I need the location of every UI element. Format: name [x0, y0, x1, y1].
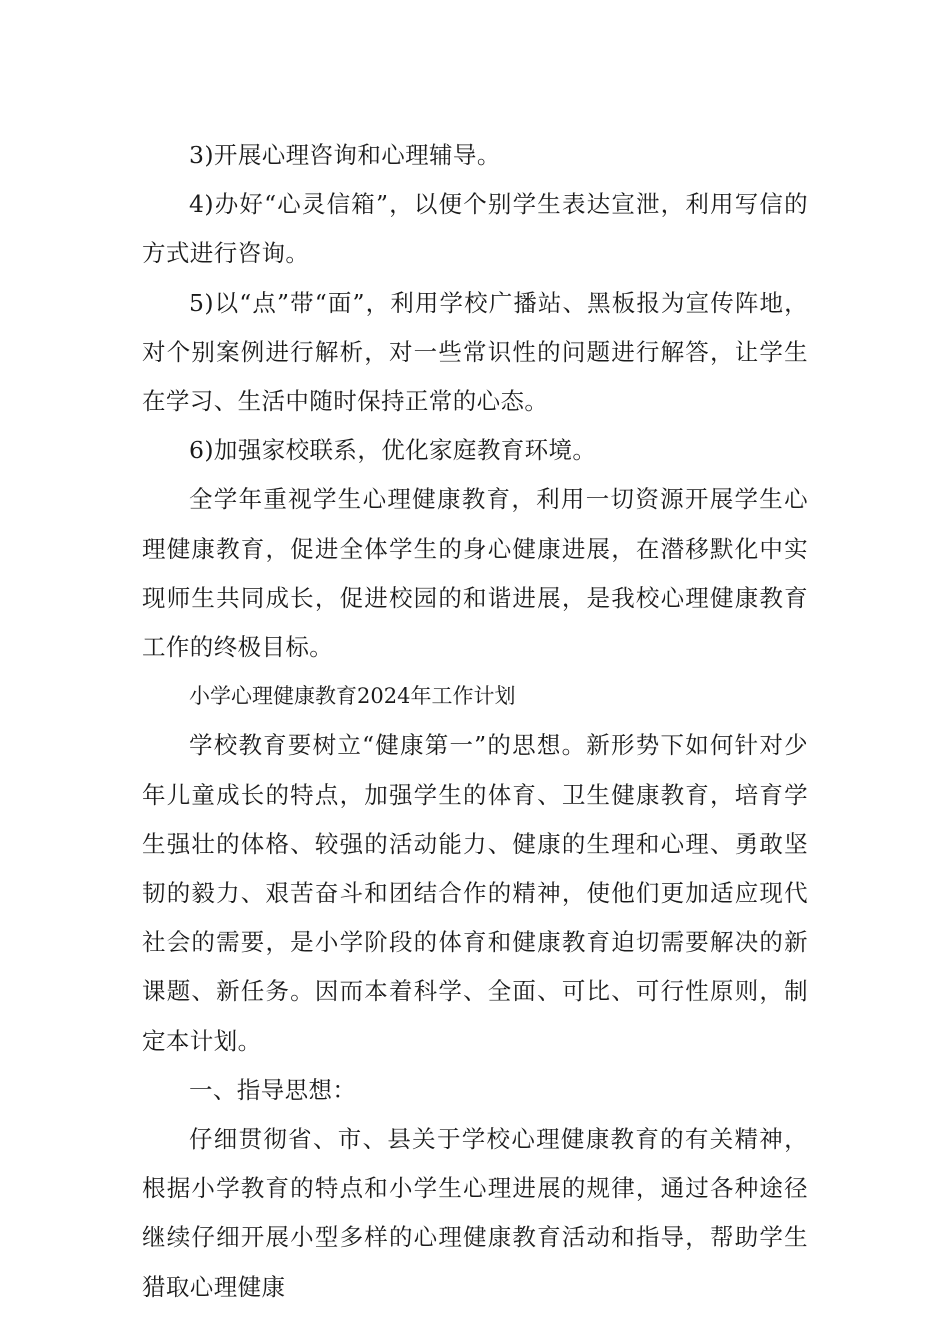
document-body [142, 131, 808, 1312]
paragraph-item-6: 6)加强家校联系，优化家庭教育环境。 [189, 436, 597, 465]
paragraph-intro: 学校教育要树立“健康第一”的思想。新形势下如何针对少年儿童成长的特点，加强学生的体育、卫生健康教育，培育学生强壮的体格、较强的活动能力、健康的生理和心理、勇敢坚韧的毅力、艰苦奋斗和团结合作的精神，使他们更加适应现代社会的需要，是小学阶段的体育和健康教育迫切需要解决的新课题、新任务。因而本着科学、全面、可比、可行性原则，制定本计划。 [142, 731, 808, 1055]
paragraph-item-4: 4)办好“心灵信箱”，以便个别学生表达宣泄，利用写信的方式进行咨询。 [142, 190, 808, 268]
paragraph-guiding-ideas: 仔细贯彻省、市、县关于学校心理健康教育的有关精神，根据小学教育的特点和小学生心理进展的规律，通过各种途径继续仔细开展小型多样的心理健康教育活动和指导，帮助学生猎取心理健康 [142, 1125, 808, 1301]
section-heading-guiding-ideas: 一、指导思想： [189, 1075, 357, 1104]
paragraph-summary: 全学年重视学生心理健康教育，利用一切资源开展学生心理健康教育，促进全体学生的身心健康进展，在潜移默化中实现师生共同成长，促进校园的和谐进展，是我校心理健康教育工作的终极目标。 [142, 485, 808, 662]
section-title: 小学心理健康教育2024年工作计划 [189, 684, 516, 709]
paragraph-item-3: 3)开展心理咨询和心理辅导。 [189, 141, 501, 169]
paragraph-item-5: 5)以“点”带“面”，利用学校广播站、黑板报为宣传阵地，对个别案例进行解析，对一些常识性的问题进行解答，让学生在学习、生活中随时保持正常的心态。 [142, 288, 808, 416]
